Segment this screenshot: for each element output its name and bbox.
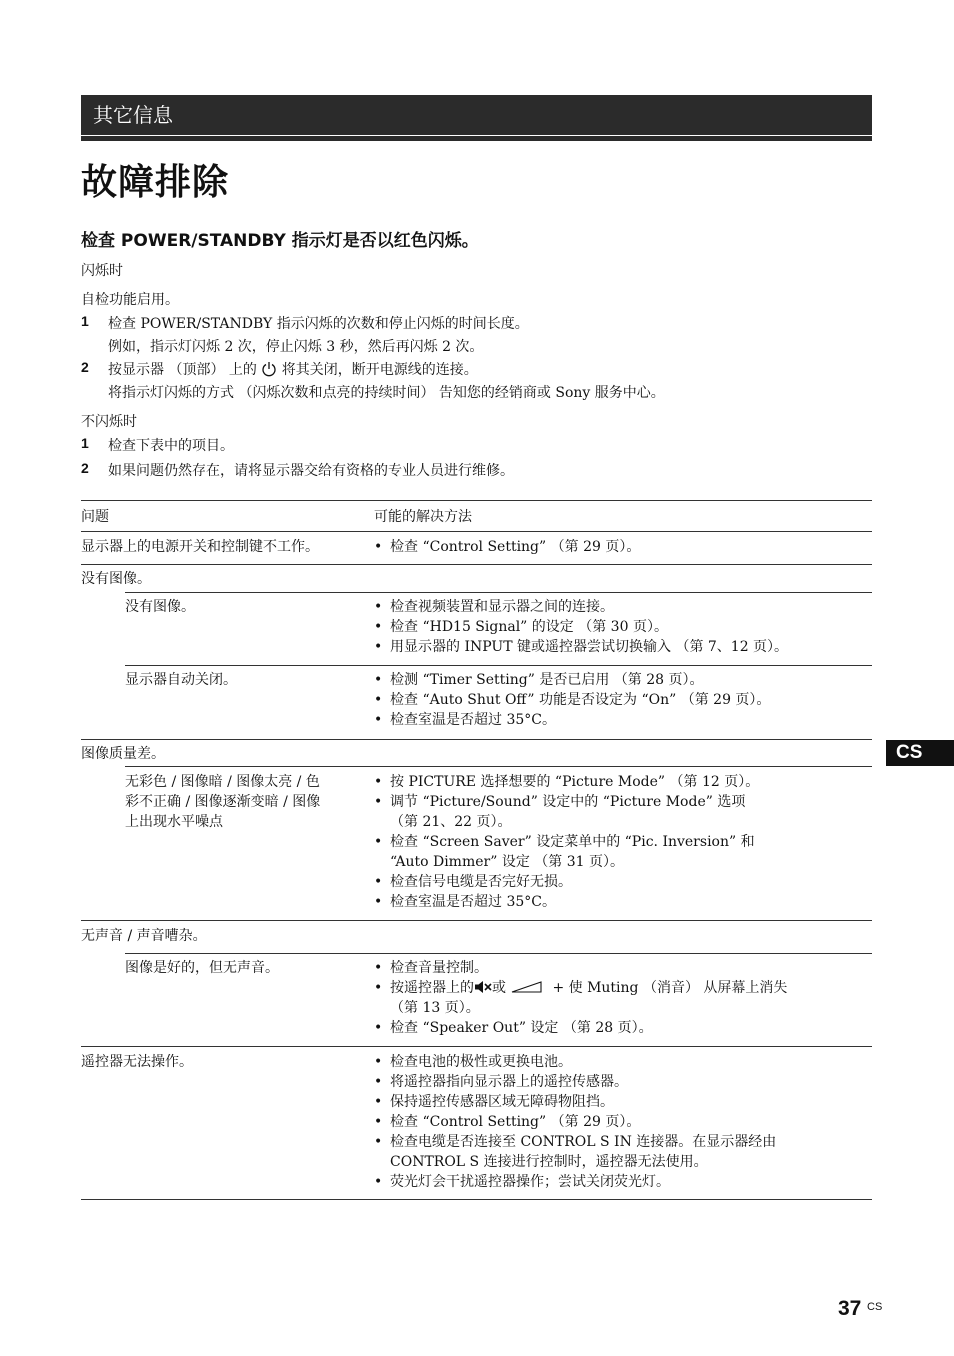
language-tab: CS: [886, 740, 954, 766]
solution-list: [374, 670, 869, 730]
solution-list: [374, 1052, 869, 1192]
section-label: 其它信息: [93, 103, 173, 127]
page-title: 故障排除: [81, 162, 230, 203]
column-header-solution: 可能的解决方法: [374, 509, 472, 525]
list-item: [374, 892, 869, 912]
list-item: • 检查视频装置和显示器之间的连接。: [374, 597, 869, 617]
list-item-line: • 检查信号电缆是否完好无损。: [390, 874, 572, 890]
volume-icon: [510, 980, 544, 994]
table-rule: [81, 920, 872, 921]
list-item-line: • 检查电缆是否连接至 CONTROL S IN 连接器。在显示器经由: [390, 1134, 777, 1150]
solution-list: [374, 958, 869, 1038]
mute-icon: [474, 980, 492, 994]
step-number: 1: [81, 435, 89, 451]
category-no-picture: 没有图像。: [81, 571, 151, 587]
table-rule: [81, 500, 872, 501]
problem-picture-quality: [125, 772, 320, 832]
list-item: • 检查音量控制。: [374, 958, 869, 978]
list-item: • 检查室温是否超过 35°C。: [374, 710, 869, 730]
step-number: 2: [81, 460, 89, 476]
list-item: • 用显示器的 INPUT 键或遥控器尝试切换输入 （第 7、12 页）。: [374, 637, 869, 657]
list-item: • 检查 “Auto Shut Off” 功能是否设定为 “On” （第 29 页）。: [374, 690, 869, 710]
step-text: 检查下表中的项目。: [108, 438, 234, 454]
list-item: • 检查 “Speaker Out” 设定 （第 28 页）。: [374, 1018, 869, 1038]
list-item: [374, 1132, 869, 1172]
list-item-line: • 调节 “Picture/Sound” 设定中的 “Picture Mode” 选项: [390, 794, 746, 810]
category-poor-picture: 图像质量差。: [81, 746, 165, 762]
list-item: • 检查 “HD15 Signal” 的设定 （第 30 页）。: [374, 617, 869, 637]
table-rule: [125, 665, 872, 666]
list-item: [374, 978, 869, 1018]
power-icon: [261, 362, 277, 378]
list-item-line: • 检查电池的极性或更换电池。: [390, 1054, 572, 1070]
solution-list: [374, 537, 869, 557]
table-rule: [125, 953, 872, 954]
category-power: 显示器上的电源开关和控制键不工作。: [81, 539, 319, 555]
column-header-problem: 问题: [81, 509, 109, 525]
category-sound: 无声音 / 声音嘈杂。: [81, 928, 207, 944]
list-item: [374, 792, 869, 832]
list-item: [374, 832, 869, 872]
list-item: [374, 1092, 869, 1112]
list-item-line: • 将遥控器指向显示器上的遥控传感器。: [390, 1074, 628, 1090]
step-text: 将其关闭，断开电源线的连接。: [277, 362, 478, 378]
list-item: • 检查 “Control Setting” （第 29 页）。: [374, 537, 869, 557]
section-banner: [81, 95, 872, 135]
list-item-line: CONTROL S 连接进行控制时，遥控器无法使用。: [390, 1154, 708, 1170]
list-item-line: • 检查 “Control Setting” （第 29 页）。: [390, 1114, 641, 1130]
step-text: 如果问题仍然存在，请将显示器交给有资格的专业人员进行维修。: [108, 463, 514, 479]
table-rule: [125, 766, 872, 767]
not-blinking-label: 不闪烁时: [81, 414, 137, 430]
list-item-text: + 使 Muting （消音） 从屏幕上消失: [548, 980, 788, 996]
solution-list: [374, 772, 869, 912]
list-item-line: • 按 PICTURE 选择想要的 “Picture Mode” （第 12 页）。: [390, 774, 760, 790]
problem-no-sound: 图像是好的，但无声音。: [125, 960, 279, 976]
list-item: [374, 1052, 869, 1072]
table-rule: [81, 1199, 872, 1200]
step-text: 检查 POWER/STANDBY 指示闪烁的次数和停止闪烁的时间长度。: [108, 316, 529, 332]
list-item-line: • 荧光灯会干扰遥控器操作；尝试关闭荧光灯。: [390, 1174, 670, 1190]
list-item-line: （第 21、22 页）。: [390, 814, 512, 830]
table-rule: [81, 564, 872, 565]
page-number-suffix: CS: [867, 1301, 883, 1313]
list-item-line: （第 13 页）。: [390, 1000, 480, 1016]
category-remote: 遥控器无法操作。: [81, 1054, 193, 1070]
list-item-text: 或: [492, 980, 506, 996]
solution-list: [374, 597, 869, 657]
step-text: 将指示灯闪烁的方式 （闪烁次数和点亮的持续时间） 告知您的经销商或 Sony 服务中心。: [108, 385, 665, 401]
table-rule: [81, 739, 872, 740]
blinking-label: 闪烁时: [81, 263, 123, 279]
list-item: [374, 1112, 869, 1132]
problem-no-picture: 没有图像。: [125, 599, 195, 615]
list-item-text: 按遥控器上的: [390, 980, 474, 996]
list-item-line: • 检查室温是否超过 35°C。: [390, 894, 556, 910]
list-item: • 检测 “Timer Setting” 是否已启用 （第 28 页）。: [374, 670, 869, 690]
problem-line: 上出现水平噪点: [125, 814, 223, 830]
blinking-intro: 自检功能启用。: [81, 292, 179, 308]
troubleshooting-table: [81, 500, 872, 1202]
problem-line: 彩不正确 / 图像逐渐变暗 / 图像: [125, 794, 321, 810]
list-item: [374, 1172, 869, 1192]
list-item: [374, 772, 869, 792]
table-rule: [81, 531, 872, 532]
step-text: 按显示器 （顶部） 上的: [108, 362, 262, 378]
step-number: 1: [81, 313, 89, 329]
step-number: 2: [81, 359, 89, 375]
list-item: [374, 872, 869, 892]
list-item: [374, 1072, 869, 1092]
table-rule: [81, 1046, 872, 1047]
page-number: 37: [838, 1297, 862, 1320]
list-item-line: • 保持遥控传感器区域无障碍物阻挡。: [390, 1094, 614, 1110]
problem-auto-off: 显示器自动关闭。: [125, 672, 237, 688]
problem-line: 无彩色 / 图像暗 / 图像太亮 / 色: [125, 774, 320, 790]
step-text: 例如，指示灯闪烁 2 次，停止闪烁 3 秒，然后再闪烁 2 次。: [108, 339, 484, 355]
list-item-line: “Auto Dimmer” 设定 （第 31 页）。: [390, 854, 624, 870]
banner-rule: [81, 136, 872, 141]
table-rule: [125, 592, 872, 593]
section-heading: 检查 POWER/STANDBY 指示灯是否以红色闪烁。: [81, 231, 479, 251]
list-item-line: • 检查 “Screen Saver” 设定菜单中的 “Pic. Inversion” 和: [390, 834, 755, 850]
